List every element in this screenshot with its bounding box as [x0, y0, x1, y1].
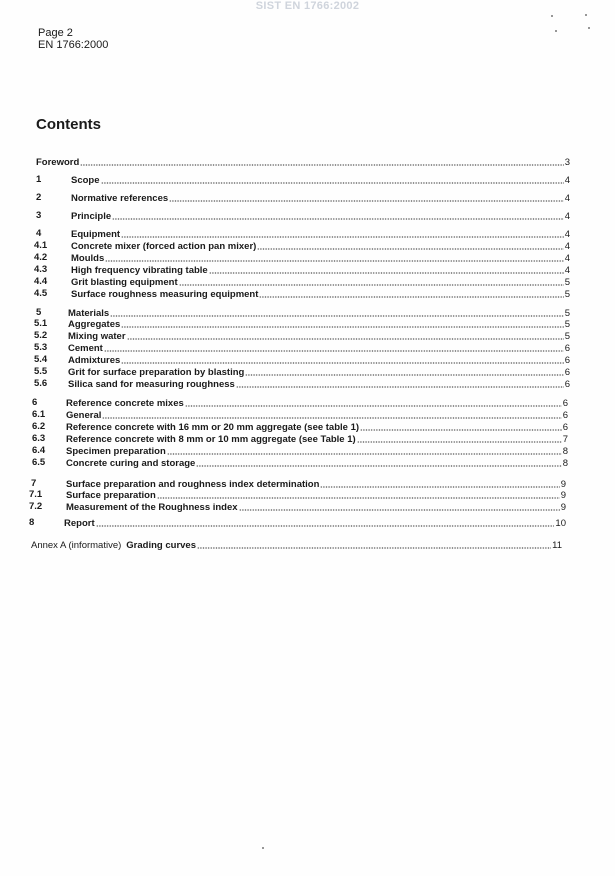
toc-entry[interactable]: [36, 228, 570, 240]
toc-entry-number: 5.5: [34, 366, 48, 377]
toc-entry-page: 4: [564, 211, 570, 222]
toc-entry-label: Reference concrete with 8 mm or 10 mm aggregate (see Table 1): [66, 434, 356, 445]
toc-dot-leader: [96, 525, 555, 527]
toc-dot-leader: [197, 547, 551, 549]
toc-entry-label: Reference concrete with 16 mm or 20 mm aggregate (see table 1): [66, 422, 360, 433]
toc-entry-label: Scope: [71, 175, 100, 186]
toc-entry-label: Reference concrete mixes: [66, 398, 184, 409]
toc-entry-page: 9: [560, 502, 566, 513]
toc-entry-page: 4: [564, 175, 570, 186]
toc-entry[interactable]: [36, 156, 570, 168]
toc-entry-label: Principle: [71, 211, 112, 222]
toc-entry[interactable]: [32, 457, 568, 469]
toc-entry-label: Foreword: [36, 157, 80, 168]
toc-entry-number: 7.1: [29, 489, 43, 500]
toc-entry-label: Measurement of the Roughness index: [66, 502, 238, 513]
toc-entry[interactable]: [34, 276, 570, 288]
toc-entry-page: 6: [564, 367, 570, 378]
toc-entry-label: Moulds: [71, 253, 105, 264]
toc-entry-label: Report: [64, 518, 95, 529]
toc-dot-leader: [239, 509, 560, 511]
toc-entry[interactable]: [34, 378, 570, 390]
toc-entry-page: 5: [564, 308, 570, 319]
toc-entry-number: 6.2: [32, 421, 46, 432]
toc-entry-number: 5: [36, 307, 42, 318]
toc-dot-leader: [112, 218, 564, 220]
toc-entry-label: Equipment: [71, 229, 121, 240]
toc-dot-leader: [105, 260, 563, 262]
toc-entry[interactable]: [31, 539, 562, 551]
toc-entry-page: 4: [564, 253, 570, 264]
toc-entry-page: 8: [562, 458, 568, 469]
toc-entry[interactable]: [34, 354, 570, 366]
toc-entry-number: 1: [36, 174, 42, 185]
toc-dot-leader: [157, 497, 560, 499]
toc-entry-page: 11: [552, 540, 562, 551]
toc-dot-leader: [245, 374, 563, 376]
toc-entry-label: Materials: [68, 308, 110, 319]
toc-entry-page: 4: [564, 265, 570, 276]
toc-entry-number: 3: [36, 210, 42, 221]
toc-entry-number: 4.1: [34, 240, 48, 251]
toc-dot-leader: [167, 453, 562, 455]
toc-entry-number: 6.4: [32, 445, 46, 456]
toc-entry-label: High frequency vibrating table: [71, 265, 208, 276]
toc-dot-leader: [121, 236, 564, 238]
toc-entry[interactable]: [34, 342, 570, 354]
toc-entry-number: 6.3: [32, 433, 46, 444]
toc-entry-page: 10: [555, 518, 566, 529]
toc-entry-page: 4: [564, 241, 570, 252]
toc-dot-leader: [259, 296, 563, 298]
toc-entry-page: 5: [564, 331, 570, 342]
toc-entry-number: 8: [29, 517, 35, 528]
toc-entry-page: 6: [562, 398, 568, 409]
toc-entry-page: 5: [564, 289, 570, 300]
toc-entry-number: 5.2: [34, 330, 48, 341]
toc-entry[interactable]: [34, 252, 570, 264]
toc-entry-label: Grit for surface preparation by blasting: [68, 367, 245, 378]
toc-entry[interactable]: [34, 240, 570, 252]
toc-entry-page: 3: [564, 157, 570, 168]
contents-title: Contents: [36, 116, 101, 133]
toc-entry-page: 5: [564, 277, 570, 288]
toc-entry-page: 6: [562, 422, 568, 433]
toc-entry-number: 4.2: [34, 252, 48, 263]
toc-dot-leader: [110, 315, 564, 317]
toc-entry-label: Concrete curing and storage: [66, 458, 196, 469]
toc-entry-label: Normative references: [71, 193, 169, 204]
toc-dot-leader: [320, 486, 559, 488]
toc-entry[interactable]: [36, 210, 570, 222]
toc-entry-number: 5.4: [34, 354, 48, 365]
toc-entry-number: 4.4: [34, 276, 48, 287]
toc-entry-label: Surface preparation: [66, 490, 156, 501]
watermark: SIST EN 1766:2002: [255, 0, 360, 12]
toc-entry-label: Specimen preparation: [66, 446, 166, 457]
toc-entry-page: 5: [564, 319, 570, 330]
toc-entry[interactable]: [29, 517, 566, 529]
toc-entry-page: 8: [562, 446, 568, 457]
page-number: Page 2: [38, 27, 73, 39]
toc-entry-prefix: Annex A (informative): [31, 540, 122, 551]
standard-reference: EN 1766:2000: [38, 39, 109, 51]
toc-entry[interactable]: [32, 397, 568, 409]
toc-entry[interactable]: [32, 445, 568, 457]
toc-entry-page: 4: [564, 229, 570, 240]
toc-entry-label: Grit blasting equipment: [71, 277, 178, 288]
toc-entry-number: 7: [31, 478, 37, 489]
toc-dot-leader: [101, 182, 564, 184]
toc-entry-number: 6.1: [32, 409, 46, 420]
toc-entry-number: 4.5: [34, 288, 48, 299]
toc-entry-label: Admixtures: [68, 355, 121, 366]
toc-entry-label: Concrete mixer (forced action pan mixer): [71, 241, 257, 252]
toc-entry[interactable]: [34, 288, 570, 300]
toc-dot-leader: [236, 386, 564, 388]
toc-entry[interactable]: [34, 330, 570, 342]
toc-entry[interactable]: [34, 318, 570, 330]
toc-entry-number: 6.5: [32, 457, 46, 468]
toc-entry-label: Surface roughness measuring equipment: [71, 289, 259, 300]
toc-entry-page: 6: [564, 343, 570, 354]
toc-entry-number: 5.6: [34, 378, 48, 389]
toc-dot-leader: [121, 326, 563, 328]
toc-entry-page: 4: [564, 193, 570, 204]
toc-dot-leader: [127, 338, 564, 340]
toc-entry[interactable]: [34, 366, 570, 378]
toc-entry[interactable]: [29, 501, 566, 513]
toc-entry[interactable]: [32, 421, 568, 433]
toc-dot-leader: [80, 164, 563, 166]
toc-entry-page: 6: [562, 410, 568, 421]
toc-entry[interactable]: [32, 433, 568, 445]
toc-entry-label: Grading curves: [126, 540, 196, 551]
toc-entry-page: 6: [564, 379, 570, 390]
toc-dot-leader: [360, 429, 562, 431]
toc-entry-number: 4.3: [34, 264, 48, 275]
toc-dot-leader: [179, 284, 564, 286]
toc-entry-number: 5.1: [34, 318, 48, 329]
toc-dot-leader: [185, 405, 562, 407]
toc-entry-page: 6: [564, 355, 570, 366]
toc-entry[interactable]: [36, 174, 570, 186]
toc-entry[interactable]: [29, 489, 566, 501]
toc-dot-leader: [257, 248, 563, 250]
toc-dot-leader: [169, 200, 564, 202]
toc-entry-label: Cement: [68, 343, 103, 354]
toc-dot-leader: [102, 417, 561, 419]
toc-dot-leader: [104, 350, 564, 352]
toc-dot-leader: [209, 272, 564, 274]
toc-entry-label: Silica sand for measuring roughness: [68, 379, 235, 390]
toc-entry-label: Aggregates: [68, 319, 121, 330]
toc-entry-number: 7.2: [29, 501, 43, 512]
toc-entry-page: 9: [560, 479, 566, 490]
toc-entry-page: 7: [562, 434, 568, 445]
toc-entry-label: General: [66, 410, 102, 421]
toc-entry-number: 2: [36, 192, 42, 203]
toc-entry-page: 9: [560, 490, 566, 501]
toc-entry[interactable]: [36, 192, 570, 204]
toc-entry-number: 6: [32, 397, 38, 408]
toc-dot-leader: [196, 465, 561, 467]
toc-entry-label: Surface preparation and roughness index determination: [66, 479, 320, 490]
toc-entry-number: 5.3: [34, 342, 48, 353]
toc-dot-leader: [357, 441, 562, 443]
toc-dot-leader: [121, 362, 563, 364]
toc-entry-number: 4: [36, 228, 42, 239]
toc-entry-label: Mixing water: [68, 331, 126, 342]
toc-entry[interactable]: [32, 409, 568, 421]
toc-entry[interactable]: [34, 264, 570, 276]
